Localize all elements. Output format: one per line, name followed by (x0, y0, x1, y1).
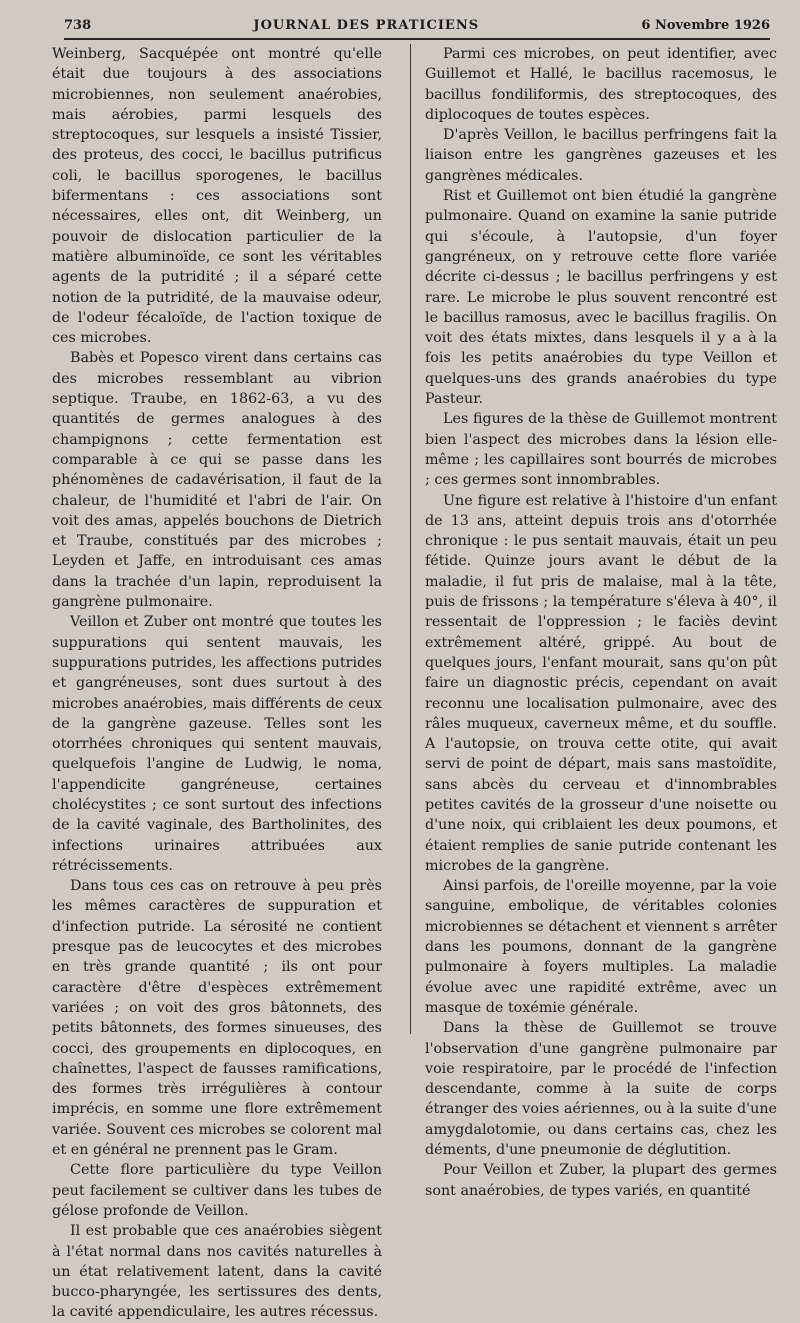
paragraph: D'après Veillon, le bacillus perfringens fait la liaison entre les gangrènes gazeuses et les gangrènes médicales. (425, 127, 777, 184)
paragraph: Une figure est relative à l'histoire d'un enfant de 13 ans, atteint depuis trois ans d'otorrhée chronique : le pus sentait mauvais, était un peu fétide. Quinze jours avant le début de la maladie, il fut pris de malaise, mal à la tête, puis de frissons ; la température s'éleva à 40°, il ressentait de l'oppression ; le faciès devint extrêmement altéré, grippé. Au bout de quelques jours, l'enfant mourait, sans qu'on pût faire un diagnostic précis, cependant on avait reconnu une localisation pulmonaire, avec des râles muqueux, caverneux même, et du souffle. A l'autopsie, on trouva cette otite, qui avait servi de point de départ, mais sans mastoïdite, sans abcès du cerveau et d'innombrables petites cavités de la grosseur d'une noisette ou d'une noix, qui criblaient les deux poumons, et étaient remplies de sanie putride contenant les microbes de la gangrène. (425, 492, 777, 874)
paragraph: Weinberg, Sacquépée ont montré qu'elle était due toujours à des associations microbiennes, non seulement anaérobies, mais aérobies, parmi lesquels des streptocoques, sur lesquels a insisté Tissier, des proteus, des cocci, le bacillus putrificus coli, le bacillus sporogenes, le bacillus bifermentans : ces associations sont nécessaires, elles ont, dit Weinberg, un pouvoir de dislocation particulier de la matière albuminoïde, ce sont les véritables agents de la putridité ; il a séparé cette notion de la putridité, de la mauvaise odeur, de l'odeur fécaloïde, de l'action toxique de ces microbes. (52, 46, 382, 347)
header-rule (64, 38, 770, 40)
paragraph: Parmi ces microbes, on peut identifier, avec Guillemot et Hallé, le bacillus racemosus, le bacillus fondiliformis, des streptocoques, des diplocoques de toutes espèces. (425, 46, 777, 123)
paragraph: Ainsi parfois, de l'oreille moyenne, par la voie sanguine, embolique, de véritables colonies microbiennes se détachent et viennent s arrêter dans les poumons, donnant de la gangrène pulmonaire à foyers multiples. La maladie évolue avec une rapidité extrême, avec un masque de toxémie générale. (425, 878, 777, 1016)
right-column (425, 44, 777, 1201)
paragraph: Il est probable que ces anaérobies siègent à l'état normal dans nos cavités naturelles à un état relativement latent, dans la cavité bucco-pharyngée, les sertissures des dents, la cavité appendiculaire, les autres récessus. (52, 1223, 382, 1321)
left-column (52, 44, 382, 1323)
issue-date: 6 Novembre 1926 (641, 18, 770, 33)
paragraph: Dans la thèse de Guillemot se trouve l'observation d'une gangrène pulmonaire par voie respiratoire, par le procédé de l'infection descendante, comme à la suite de corps étranger des voies aériennes, ou à la suite d'une amygdalotomie, ou dans certains cas, chez les déments, d'une pneumonie de déglutition. (425, 1020, 777, 1159)
paragraph: Pour Veillon et Zuber, la plupart des germes sont anaérobies, de types variés, en quantité (425, 1162, 777, 1199)
journal-title: JOURNAL DES PRATICIENS (253, 18, 480, 33)
paragraph: Babès et Popesco virent dans certains cas des microbes ressemblant au vibrion septique. Traube, en 1862-63, a vu des quantités de germes analogues à des champignons ; cette fermentation est comparable à ce qui se passe dans les phénomènes de cadavérisation, il faut de la chaleur, de l'humidité et l'abri de l'air. On voit des amas, appelés bouchons de Dietrich et Traube, constitués par des microbes ; Leyden et Jaffe, en introduisant ces amas dans la trachée d'un lapin, reproduisent la gangrène pulmonaire. (52, 350, 382, 611)
paragraph: Cette flore particulière du type Veillon peut facilement se cultiver dans les tubes de gélose profonde de Veillon. (52, 1162, 382, 1219)
paragraph: Veillon et Zuber ont montré que toutes les suppurations qui sentent mauvais, les suppurations putrides, les affections putrides et gangréneuses, sont dues surtout à des microbes anaérobies, mais différents de ceux de la gangrène gazeuse. Telles sont les otorrhées chroniques qui sentent mauvais, quelquefois l'angine de Ludwig, le noma, l'appendicite gangréneuse, certaines cholécystites ; ce sont surtout des infections de la cavité vaginale, des Bartholinites, des infections urinaires attribuées aux rétrécissements. (52, 614, 382, 874)
paragraph: Les figures de la thèse de Guillemot montrent bien l'aspect des microbes dans la lésion elle-même ; les capillaires sont bourrés de microbes ; ces germes sont innombrables. (425, 411, 777, 489)
column-divider (410, 44, 411, 1034)
paragraph: Rist et Guillemot ont bien étudié la gangrène pulmonaire. Quand on examine la sanie putride qui s'écoule, à l'autopsie, d'un foyer gangréneux, on y retrouve cette flore variée décrite ci-dessus ; le bacillus perfringens y est rare. Le microbe le plus souvent rencontré est le bacillus ramosus, avec le bacillus fragilis. On voit des états mixtes, dans lesquels il y a à la fois les petits anaérobies du type Veillon et quelques-uns des grands anaérobies du type Pasteur. (425, 188, 777, 408)
page-header (64, 18, 770, 40)
paragraph: Dans tous ces cas on retrouve à peu près les mêmes caractères de suppuration et d'infection putride. La sérosité ne contient presque pas de leucocytes et des microbes en très grande quantité ; ils ont pour caractère d'être d'espèces extrêmement variées ; on voit des gros bâtonnets, des petits bâtonnets, des formes sinueuses, des cocci, des groupements en diplocoques, en chaînettes, l'aspect de fausses ramifications, des formes très irrégulières à contour imprécis, en somme une flore extrêmement variée. Souvent ces microbes se colorent mal et en général ne prennent pas le Gram. (52, 878, 382, 1159)
page-number: 738 (64, 18, 92, 33)
